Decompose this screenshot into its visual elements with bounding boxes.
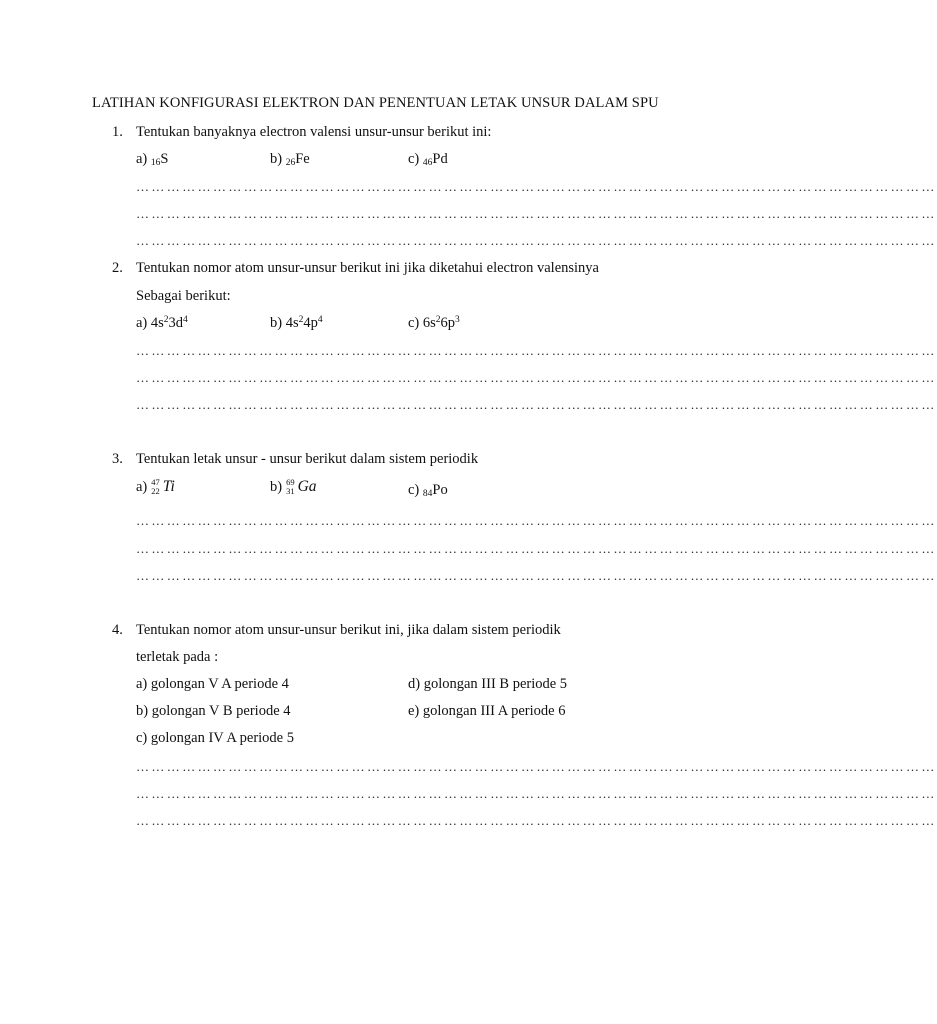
answer-line: ………………………………………………………………………………………………………………………………………… — [136, 179, 937, 194]
q3-number: 3. — [112, 451, 123, 467]
q3-option-b: b) 69 31 Ga — [270, 477, 317, 496]
answer-line: ………………………………………………………………………………………………………………………………………… — [136, 343, 937, 358]
nuclide-ga: 69 31 Ga — [286, 477, 317, 496]
answer-line: ………………………………………………………………………………………………………………………………………… — [136, 206, 937, 221]
q2-option-b: b) $4s^24p^4$ — [270, 315, 323, 331]
q4-text-line2: terletak pada : — [136, 649, 219, 665]
q3-option-c: c) $_{84}$Po — [408, 482, 448, 499]
answer-line: ………………………………………………………………………………………………………………………………………… — [136, 541, 937, 556]
answer-line: ………………………………………………………………………………………………………………………………………… — [136, 786, 937, 801]
q1-text: Tentukan banyaknya electron valensi unsur-unsur berikut ini: — [136, 124, 492, 140]
q2-number: 2. — [112, 260, 123, 276]
answer-line: ………………………………………………………………………………………………………………………………………… — [136, 233, 937, 248]
q1-number: 1. — [112, 124, 123, 140]
q4-option-a: a) golongan V A periode 4 — [136, 676, 289, 692]
q4-option-e: e) golongan III A periode 6 — [408, 703, 566, 719]
answer-line: ………………………………………………………………………………………………………………………………………… — [136, 568, 937, 583]
q1-option-b: b) $_{26}$Fe — [270, 151, 310, 168]
q4-option-d: d) golongan III B periode 5 — [408, 676, 568, 692]
answer-line: ………………………………………………………………………………………………………………………………………… — [136, 513, 937, 528]
q2-option-a: a) $4s^23d^4$ — [136, 315, 188, 331]
q4-option-b: b) golongan V B periode 4 — [136, 703, 291, 719]
q3-option-a: a) 47 22 Ti — [136, 477, 175, 496]
q4-text-line1: Tentukan nomor atom unsur-unsur berikut ini, jika dalam sistem periodik — [136, 622, 561, 638]
q1-option-a: a) $_{16}$S — [136, 151, 169, 168]
nuclide-ti: 47 22 Ti — [151, 477, 175, 496]
answer-line: ………………………………………………………………………………………………………………………………………… — [136, 397, 937, 412]
answer-line: ………………………………………………………………………………………………………………………………………… — [136, 759, 937, 774]
q4-number: 4. — [112, 622, 123, 638]
q3-text: Tentukan letak unsur - unsur berikut dalam sistem periodik — [136, 451, 479, 467]
q2-text-line2: Sebagai berikut: — [136, 288, 231, 304]
q1-option-c: c) $_{46}$Pd — [408, 151, 448, 168]
answer-line: ………………………………………………………………………………………………………………………………………… — [136, 370, 937, 385]
q2-option-c: c) $6s^26p^3$ — [408, 315, 460, 331]
answer-line: ………………………………………………………………………………………………………………………………………… — [136, 813, 937, 828]
q4-option-c: c) golongan IV A periode 5 — [136, 730, 294, 746]
q2-text-line1: Tentukan nomor atom unsur-unsur berikut ini jika diketahui electron valensinya — [136, 260, 599, 276]
worksheet-title: LATIHAN KONFIGURASI ELEKTRON DAN PENENTUAN LETAK UNSUR DALAM SPU — [92, 95, 659, 111]
